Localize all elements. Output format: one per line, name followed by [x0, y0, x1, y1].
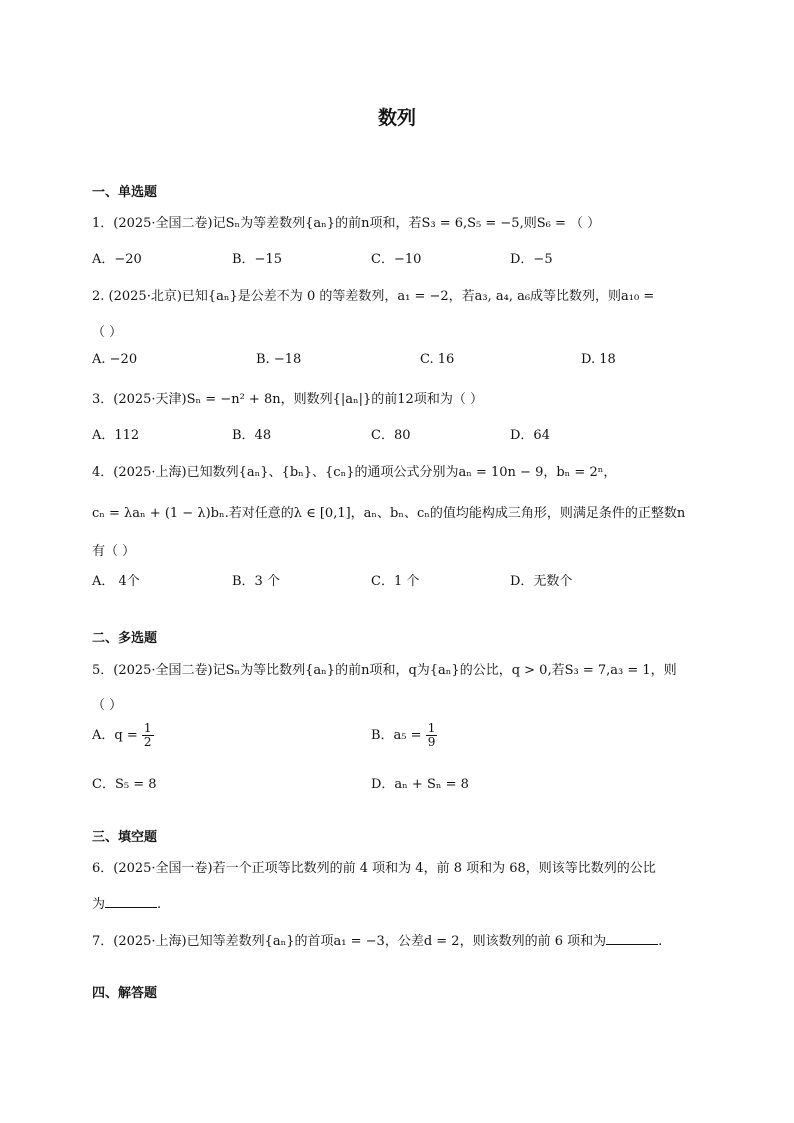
section-heading-fill-in: 三、填空题	[92, 830, 158, 845]
question-5-option-b-fraction	[426, 722, 438, 749]
question-2-paren: （ ）	[92, 325, 123, 340]
question-2-text: 2. (2025·北京)已知{aₙ}是公差不为 0 的等差数列，a₁ = −2，若a₃, a₄, a₆成等比数列，则a₁₀ =	[92, 289, 655, 304]
page-title: 数列	[377, 107, 416, 129]
question-7-suffix: .	[658, 934, 663, 949]
question-7-text-body: 7．(2025·上海)已知等差数列{aₙ}的首项a₁ = −3，公差d = 2，则该数列的前 6 项和为	[92, 934, 607, 949]
question-5-option-c: C．S₅ = 8	[92, 777, 157, 792]
section-heading-multiple-choice: 二、多选题	[92, 631, 158, 646]
question-4-option-a: A． 4个	[92, 574, 140, 589]
question-5-text: 5．(2025·全国二卷)记Sₙ为等比数列{aₙ}的前n项和，q为{aₙ}的公比，q > 0,若S₃ = 7,a₃ = 1，则	[92, 663, 677, 678]
question-2-option-b: B. −18	[256, 352, 302, 367]
question-5-option-b-prefix: B．a₅ =	[371, 728, 422, 743]
question-7-text	[92, 930, 662, 949]
question-4-text-line2: cₙ = λaₙ + (1 − λ)bₙ.若对任意的λ ∈ [0,1]，aₙ、bₙ、cₙ的值均能构成三角形，则满足条件的正整数n	[92, 506, 686, 521]
question-5-option-a	[92, 722, 154, 749]
question-1-text: 1．(2025·全国二卷)记Sₙ为等差数列{aₙ}的前n项和，若S₃ = 6,S₅ = −5,则S₆ = （ ）	[92, 216, 601, 231]
question-5-option-a-prefix: A．q =	[92, 728, 138, 743]
fraction-denominator: 2	[143, 735, 152, 749]
question-6-answer-line	[92, 893, 161, 912]
question-4-option-c: C．1 个	[371, 574, 420, 589]
question-2-option-c: C. 16	[420, 352, 455, 367]
question-6-answer-suffix: .	[157, 897, 162, 912]
question-2-option-a: A. −20	[92, 352, 138, 367]
question-5-option-b	[371, 722, 437, 749]
question-1-option-c: C．−10	[371, 252, 422, 267]
question-5-option-a-fraction	[142, 722, 154, 749]
question-4-text-line3: 有（ ）	[92, 544, 136, 559]
question-1-option-b: B．−15	[232, 252, 282, 267]
question-3-text: 3．(2025·天津)Sₙ = −n² + 8n，则数列{|aₙ|}的前12项和为（ ）	[92, 392, 483, 407]
question-6-text: 6．(2025·全国一卷)若一个正项等比数列的前 4 项和为 4，前 8 项和为 68，则该等比数列的公比	[92, 861, 656, 876]
question-4-text: 4．(2025·上海)已知数列{aₙ}、{bₙ}、{cₙ}的通项公式分别为aₙ = 10n − 9，bₙ = 2ⁿ，	[92, 465, 617, 480]
answer-blank[interactable]	[105, 895, 157, 908]
question-4-option-b: B．3 个	[232, 574, 280, 589]
section-heading-solution: 四、解答题	[92, 986, 158, 1001]
question-3-option-b: B．48	[232, 428, 272, 443]
question-1-option-d: D．−5	[510, 252, 553, 267]
question-5-paren: （ ）	[92, 698, 123, 713]
question-1-option-a: A．−20	[92, 252, 142, 267]
question-4-option-d: D．无数个	[510, 574, 573, 589]
section-heading-single-choice: 一、单选题	[92, 185, 158, 200]
question-5-option-d: D．aₙ + Sₙ = 8	[371, 777, 469, 792]
question-3-option-c: C．80	[371, 428, 411, 443]
question-6-answer-prefix: 为	[92, 897, 106, 912]
answer-blank[interactable]	[606, 932, 658, 945]
question-2-option-d: D. 18	[581, 352, 616, 367]
fraction-numerator: 1	[143, 721, 152, 735]
question-3-option-a: A．112	[92, 428, 140, 443]
fraction-denominator: 9	[427, 735, 436, 749]
question-3-option-d: D．64	[510, 428, 550, 443]
fraction-numerator: 1	[427, 721, 436, 735]
